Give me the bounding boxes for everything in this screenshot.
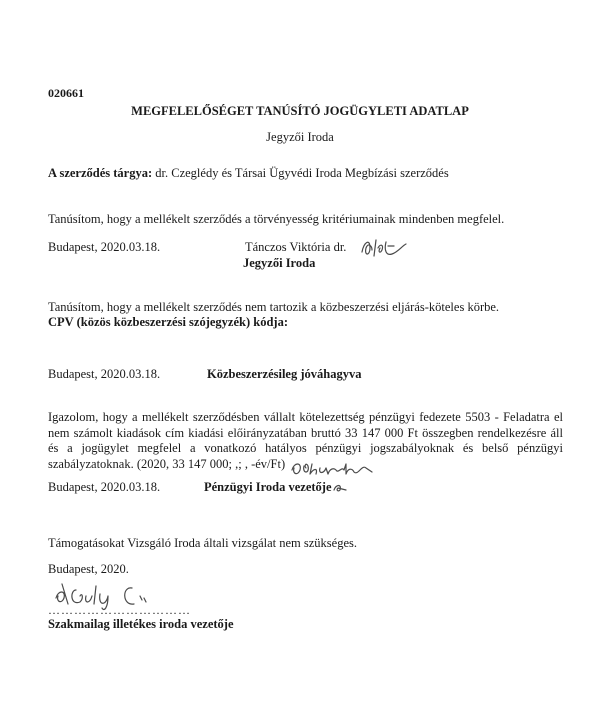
procurement-statement: Tanúsítom, hogy a mellékelt szerződés nem tartozik a közbeszerzési eljárás-köteles körbe. bbox=[48, 300, 500, 314]
contract-subject-value: dr. Czeglédy és Társai Ügyvédi Iroda Megbízási szerződés bbox=[152, 166, 449, 180]
financial-signer-office: Pénzügyi Iroda vezetője bbox=[204, 480, 332, 494]
department-head-office: Szakmailag illetékes iroda vezetője bbox=[48, 617, 234, 631]
finance-signature bbox=[288, 456, 378, 480]
financial-statement: Igazolom, hogy a mellékelt szerződésben vállalt kötelezettség pénzügyi fedezete 5503 - Feladatra el nem számolt kiadások cím kiadási előirányzatában bruttó 33 147 000 Ft összegben rendelkezésre áll és a jogügylet megfelel a vonatkozó hatályos pénzügyi jogszabályoknak és belső pénzügyi szabályzatoknak. (2020, 33 147 000; ,; , -év/Ft) bbox=[48, 410, 563, 471]
legality-signature bbox=[358, 232, 414, 264]
document-title: MEGFELELŐSÉGET TANÚSÍTÓ JOGÜGYLETI ADATLAP bbox=[131, 104, 469, 118]
contract-subject bbox=[48, 166, 449, 181]
document-subtitle: Jegyzői Iroda bbox=[266, 130, 334, 144]
signature-dotted-line: …………………………… bbox=[48, 603, 191, 617]
contract-subject-label: A szerződés tárgya: bbox=[48, 166, 153, 180]
cpv-code-label: CPV (közös közbeszerzési szójegyzék) kódja: bbox=[48, 315, 288, 329]
subsidy-statement: Támogatásokat Vizsgáló Iroda általi vizsgálat nem szükséges. bbox=[48, 536, 357, 550]
document-id: 020661 bbox=[48, 86, 84, 100]
finance-initial-mark bbox=[332, 480, 348, 494]
legality-place-date: Budapest, 2020.03.18. bbox=[48, 240, 161, 254]
legality-signer-name: Tánczos Viktória dr. bbox=[245, 240, 347, 254]
legality-signer-office: Jegyzői Iroda bbox=[243, 256, 316, 270]
financial-place-date: Budapest, 2020.03.18. bbox=[48, 480, 161, 494]
subsidy-place-date: Budapest, 2020. bbox=[48, 562, 129, 576]
legality-statement: Tanúsítom, hogy a mellékelt szerződés a törvényesség kritériumainak mindenben megfelel. bbox=[48, 212, 505, 226]
procurement-approval: Közbeszerzésileg jóváhagyva bbox=[207, 367, 362, 381]
procurement-place-date: Budapest, 2020.03.18. bbox=[48, 367, 161, 381]
